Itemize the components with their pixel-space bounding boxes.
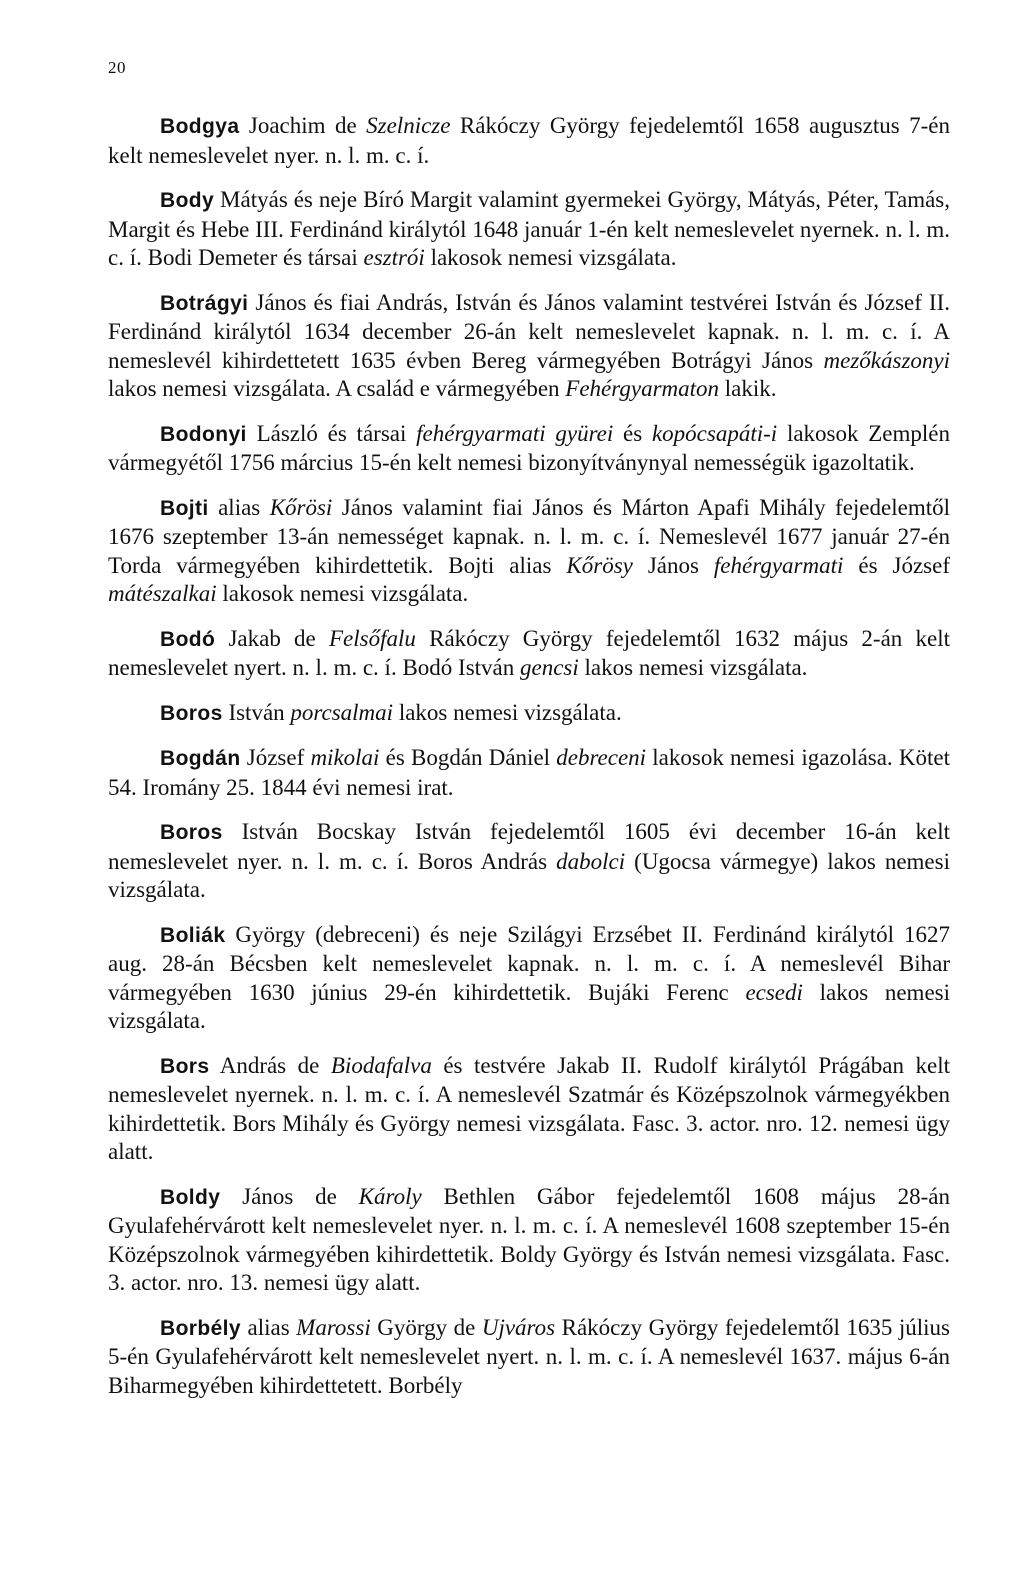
place-name: mikolai xyxy=(310,745,380,770)
entry-text: alias xyxy=(208,494,270,520)
place-name: Biodafalva xyxy=(330,1052,432,1078)
place-name: Károly xyxy=(358,1183,422,1209)
entry-paragraph xyxy=(108,1052,950,1167)
entry-text: Mátyás és neje Bíró Margit valamint gyermekei György, Mátyás, Péter, Tamás, Margit és Hebe III. Ferdinánd királytól 1648 január 1-én kelt nemeslevelet nyernek. n. l. m. c. í. Bodi Demeter és társai xyxy=(108,187,951,270)
place-name: kopócsapáti-i xyxy=(651,420,778,446)
entry-text: lakos nemesi vizsgálata. xyxy=(393,699,622,725)
entry-text: lakos nemesi vizsgálata. A család e vármegyében xyxy=(108,376,566,401)
entry-surname: Botrágyi xyxy=(160,291,249,315)
entry-text: Rákóczy György fejedelemtől 1632 május 2-án kelt nemeslevelet nyert. n. l. m. c. í. Bodó István xyxy=(108,625,951,680)
entry-text: lakos nemesi vizsgálata. xyxy=(108,979,950,1033)
entry-text: lakosok nemesi vizsgálata. xyxy=(424,245,677,270)
place-name: Fehérgyarmaton xyxy=(565,376,720,401)
place-name: Marossi xyxy=(296,1314,371,1340)
place-name: esztrói xyxy=(363,245,425,270)
entry-paragraph xyxy=(108,494,950,609)
place-name: fehérgyarmati xyxy=(713,552,844,578)
place-name: Szelnicze xyxy=(366,113,451,138)
place-name: porcsalmai xyxy=(290,699,394,725)
entry-paragraph xyxy=(108,186,950,273)
entry-text: és xyxy=(613,420,652,446)
entry-text: Rákóczy György fejedelemtől 1635 július 5-én Gyulafehérvárott kelt nemeslevelet nyert. n. l. m. c. í. A nemeslevél 1637. május 6-án Biharmegyében kihirdettetett. Borbély xyxy=(108,1314,951,1398)
place-name: Ujváros xyxy=(481,1314,556,1340)
entry-text: lakik. xyxy=(719,376,777,401)
entry-surname: Boldy xyxy=(160,1185,221,1209)
entry-surname: Boliák xyxy=(160,923,226,947)
entry-text: István xyxy=(222,699,291,725)
entry-paragraph xyxy=(108,112,950,170)
entry-surname: Boros xyxy=(160,701,223,725)
entry-paragraph xyxy=(108,818,950,905)
page-number: 20 xyxy=(108,58,126,77)
entry-text: György de xyxy=(370,1314,482,1340)
entry-surname: Bodgya xyxy=(160,115,240,138)
entry-paragraph xyxy=(108,1314,950,1401)
entry-text: László és társai xyxy=(246,420,417,446)
entry-text: alias xyxy=(241,1314,297,1340)
entry-paragraph xyxy=(108,1183,950,1298)
entry-surname: Boros xyxy=(160,821,223,844)
entry-text: Joachim de xyxy=(239,113,367,138)
entry-surname: Bodonyi xyxy=(160,422,247,446)
entry-paragraph xyxy=(108,625,950,683)
place-name: mezőkászonyi xyxy=(823,347,950,373)
place-name: mátészalkai xyxy=(108,581,217,606)
entry-surname: Bors xyxy=(160,1054,210,1078)
entry-text: Rákóczy György fejedelemtől 1658 augusztus 7-én kelt nemeslevelet nyer. n. l. m. c. í. xyxy=(108,113,951,168)
entry-surname: Body xyxy=(160,189,215,212)
entry-text: János és fiai András, István és János valamint testvérei István és József II. Ferdinánd királytól 1634 december 26-án kelt nemeslevelet kapnak. n. l. m. c. í. A nemeslevél kihirdettetett 1635 évben Bereg vármegyében Botrágyi János xyxy=(108,289,950,373)
entry-text: és testvére Jakab II. Rudolf királytól Prágában kelt nemeslevelet nyernek. n. l. m. c. í. A nemeslevél Szatmár és Középszolnok vármegyékben kihirdettetik. Bors Mihály és György nemesi vizsgálata. Fasc. 3. actor. nro. 12. nemesi ügy alatt. xyxy=(108,1052,950,1164)
place-name: ecsedi xyxy=(745,979,803,1005)
entry-text: András de xyxy=(209,1052,331,1078)
entry-surname: Bojti xyxy=(160,496,209,520)
entry-surname: Bogdán xyxy=(160,747,241,770)
entry-text: lakos nemesi vizsgálata. xyxy=(578,655,808,680)
place-name: fehérgyarmati gyürei xyxy=(416,420,614,446)
entry-text: (Ugocsa vármegye) lakos nemesi vizsgálata. xyxy=(108,848,950,902)
entry-paragraph xyxy=(108,420,950,478)
entry-text: József xyxy=(240,745,311,770)
entry-text: Bethlen Gábor fejedelemtől 1608 május 28-án Gyulafehérvárott kelt nemeslevelet nyer. n. l. m. c. í. A nemeslevél 1608 szeptember 15-én Középszolnok vármegyében kihirdettetik. Boldy György és István nemesi vizsgálata. Fasc. 3. actor. nro. 13. nemesi ügy alatt. xyxy=(108,1183,950,1295)
place-name: debreceni xyxy=(556,745,647,770)
place-name: Felsőfalu xyxy=(329,625,416,651)
entry-text: János valamint fiai János és Márton Apafi Mihály fejedelemtől 1676 szeptember 13-án nemességet kapnak. n. l. m. c. í. Nemeslevél 1677 január 27-én Torda vármegyében kihirdettetik. Bojti alias xyxy=(108,494,950,578)
place-name: gencsi xyxy=(520,655,579,680)
entry-text: János de xyxy=(220,1183,359,1209)
entry-text: lakosok nemesi vizsgálata. xyxy=(216,581,469,606)
place-name: Kőrösy xyxy=(566,552,633,578)
place-name: dabolci xyxy=(556,848,626,874)
entry-paragraph xyxy=(108,744,950,802)
entry-text: és Bogdán Dániel xyxy=(379,745,557,770)
entry-surname: Borbély xyxy=(160,1316,241,1340)
entry-surname: Bodó xyxy=(160,627,216,651)
entry-text: János xyxy=(632,552,714,578)
entry-text: György (debreceni) és neje Szilágyi Erzsébet II. Ferdinánd királytól 1627 aug. 28-án Bécsben kelt nemeslevelet kapnak. n. l. m. c. í. A nemeslevél Bihar vármegyében 1630 június 29-én kihirdettetik. Bujáki Ferenc xyxy=(108,921,950,1005)
entry-text: és József xyxy=(843,552,950,578)
entry-text: Jakab de xyxy=(215,625,329,651)
entry-text: István Bocskay István fejedelemtől 1605 évi december 16-án kelt nemeslevelet nyer. n. l. m. c. í. Boros András xyxy=(108,819,950,874)
entries-list xyxy=(108,112,950,1416)
entry-text: lakosok nemesi igazolása. Kötet 54. Iromány 25. 1844 évi nemesi irat. xyxy=(108,745,950,800)
place-name: Kőrösi xyxy=(269,494,333,520)
entry-paragraph xyxy=(108,289,950,404)
entry-paragraph xyxy=(108,921,950,1036)
entry-text: lakosok Zemplén vármegyétől 1756 március 15-én kelt nemesi bizonyítványnyal nemességük igazoltatik. xyxy=(108,420,950,475)
entry-paragraph xyxy=(108,699,950,729)
